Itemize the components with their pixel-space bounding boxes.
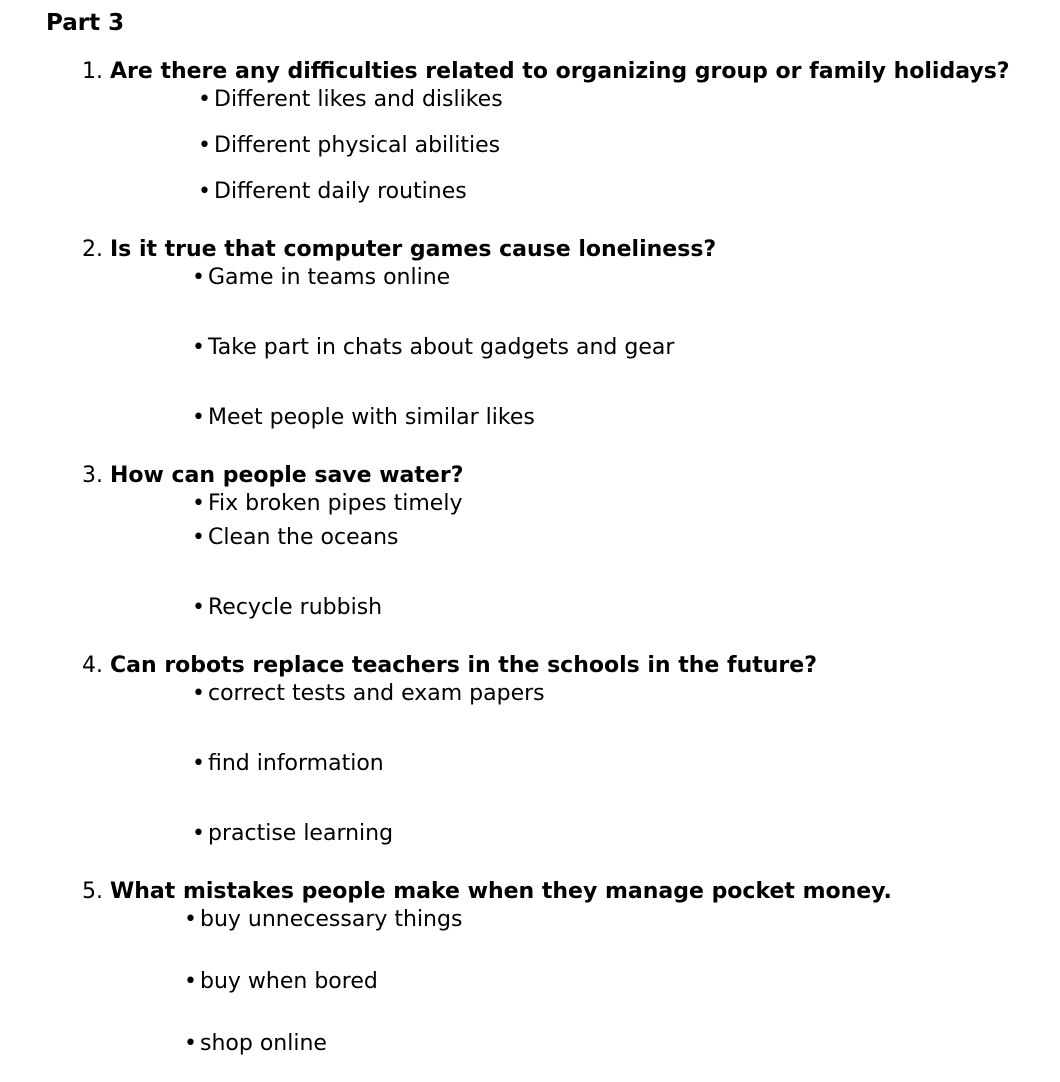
bullet-icon: • [184,1031,197,1056]
bullet-icon: • [198,87,211,112]
bullet-icon: • [184,969,197,994]
bullet-item: • correct tests and exam papers [192,681,545,706]
page-title: Part 3 [46,10,125,36]
bullet-icon: • [192,265,205,290]
bullet-icon: • [198,179,211,204]
question-3 [82,462,463,490]
bullet-icon: • [192,405,205,430]
question-text: What mistakes people make when they manage pocket money. [110,879,892,904]
bullet-item: • Game in teams online [192,265,451,290]
bullet-icon: • [192,525,205,550]
bullet-icon: • [192,335,205,360]
bullet-item: • Different daily routines [198,179,467,204]
question-number: 4. [82,653,103,678]
bullet-item: • Take part in chats about gadgets and gear [192,335,675,360]
question-4 [82,652,817,680]
question-number: 1. [82,59,103,84]
bullet-item: • buy unnecessary things [184,907,463,932]
question-text: How can people save water? [110,463,464,488]
question-text: Is it true that computer games cause loneliness? [110,237,717,262]
bullet-icon: • [184,907,197,932]
bullet-item: • Fix broken pipes timely [192,491,463,516]
bullet-icon: • [192,751,205,776]
question-5 [82,878,892,906]
bullet-item: • practise learning [192,821,394,846]
bullet-icon: • [198,133,211,158]
question-2 [82,236,716,264]
question-text: Are there any difficulties related to organizing group or family holidays? [110,59,1010,84]
bullet-icon: • [192,821,205,846]
bullet-item: • Clean the oceans [192,525,399,550]
bullet-item: • Different likes and dislikes [198,87,503,112]
bullet-icon: • [192,681,205,706]
question-1 [82,58,1010,86]
question-text: Can robots replace teachers in the schools in the future? [110,653,817,678]
question-number: 3. [82,463,103,488]
bullet-icon: • [192,491,205,516]
bullet-item: • Different physical abilities [198,133,501,158]
bullet-item: • find information [192,751,384,776]
bullet-item: • Recycle rubbish [192,595,383,620]
bullet-item: • Meet people with similar likes [192,405,535,430]
question-number: 2. [82,237,103,262]
bullet-item: • buy when bored [184,969,378,994]
bullet-item: • shop online [184,1031,327,1056]
question-number: 5. [82,879,103,904]
bullet-icon: • [192,595,205,620]
